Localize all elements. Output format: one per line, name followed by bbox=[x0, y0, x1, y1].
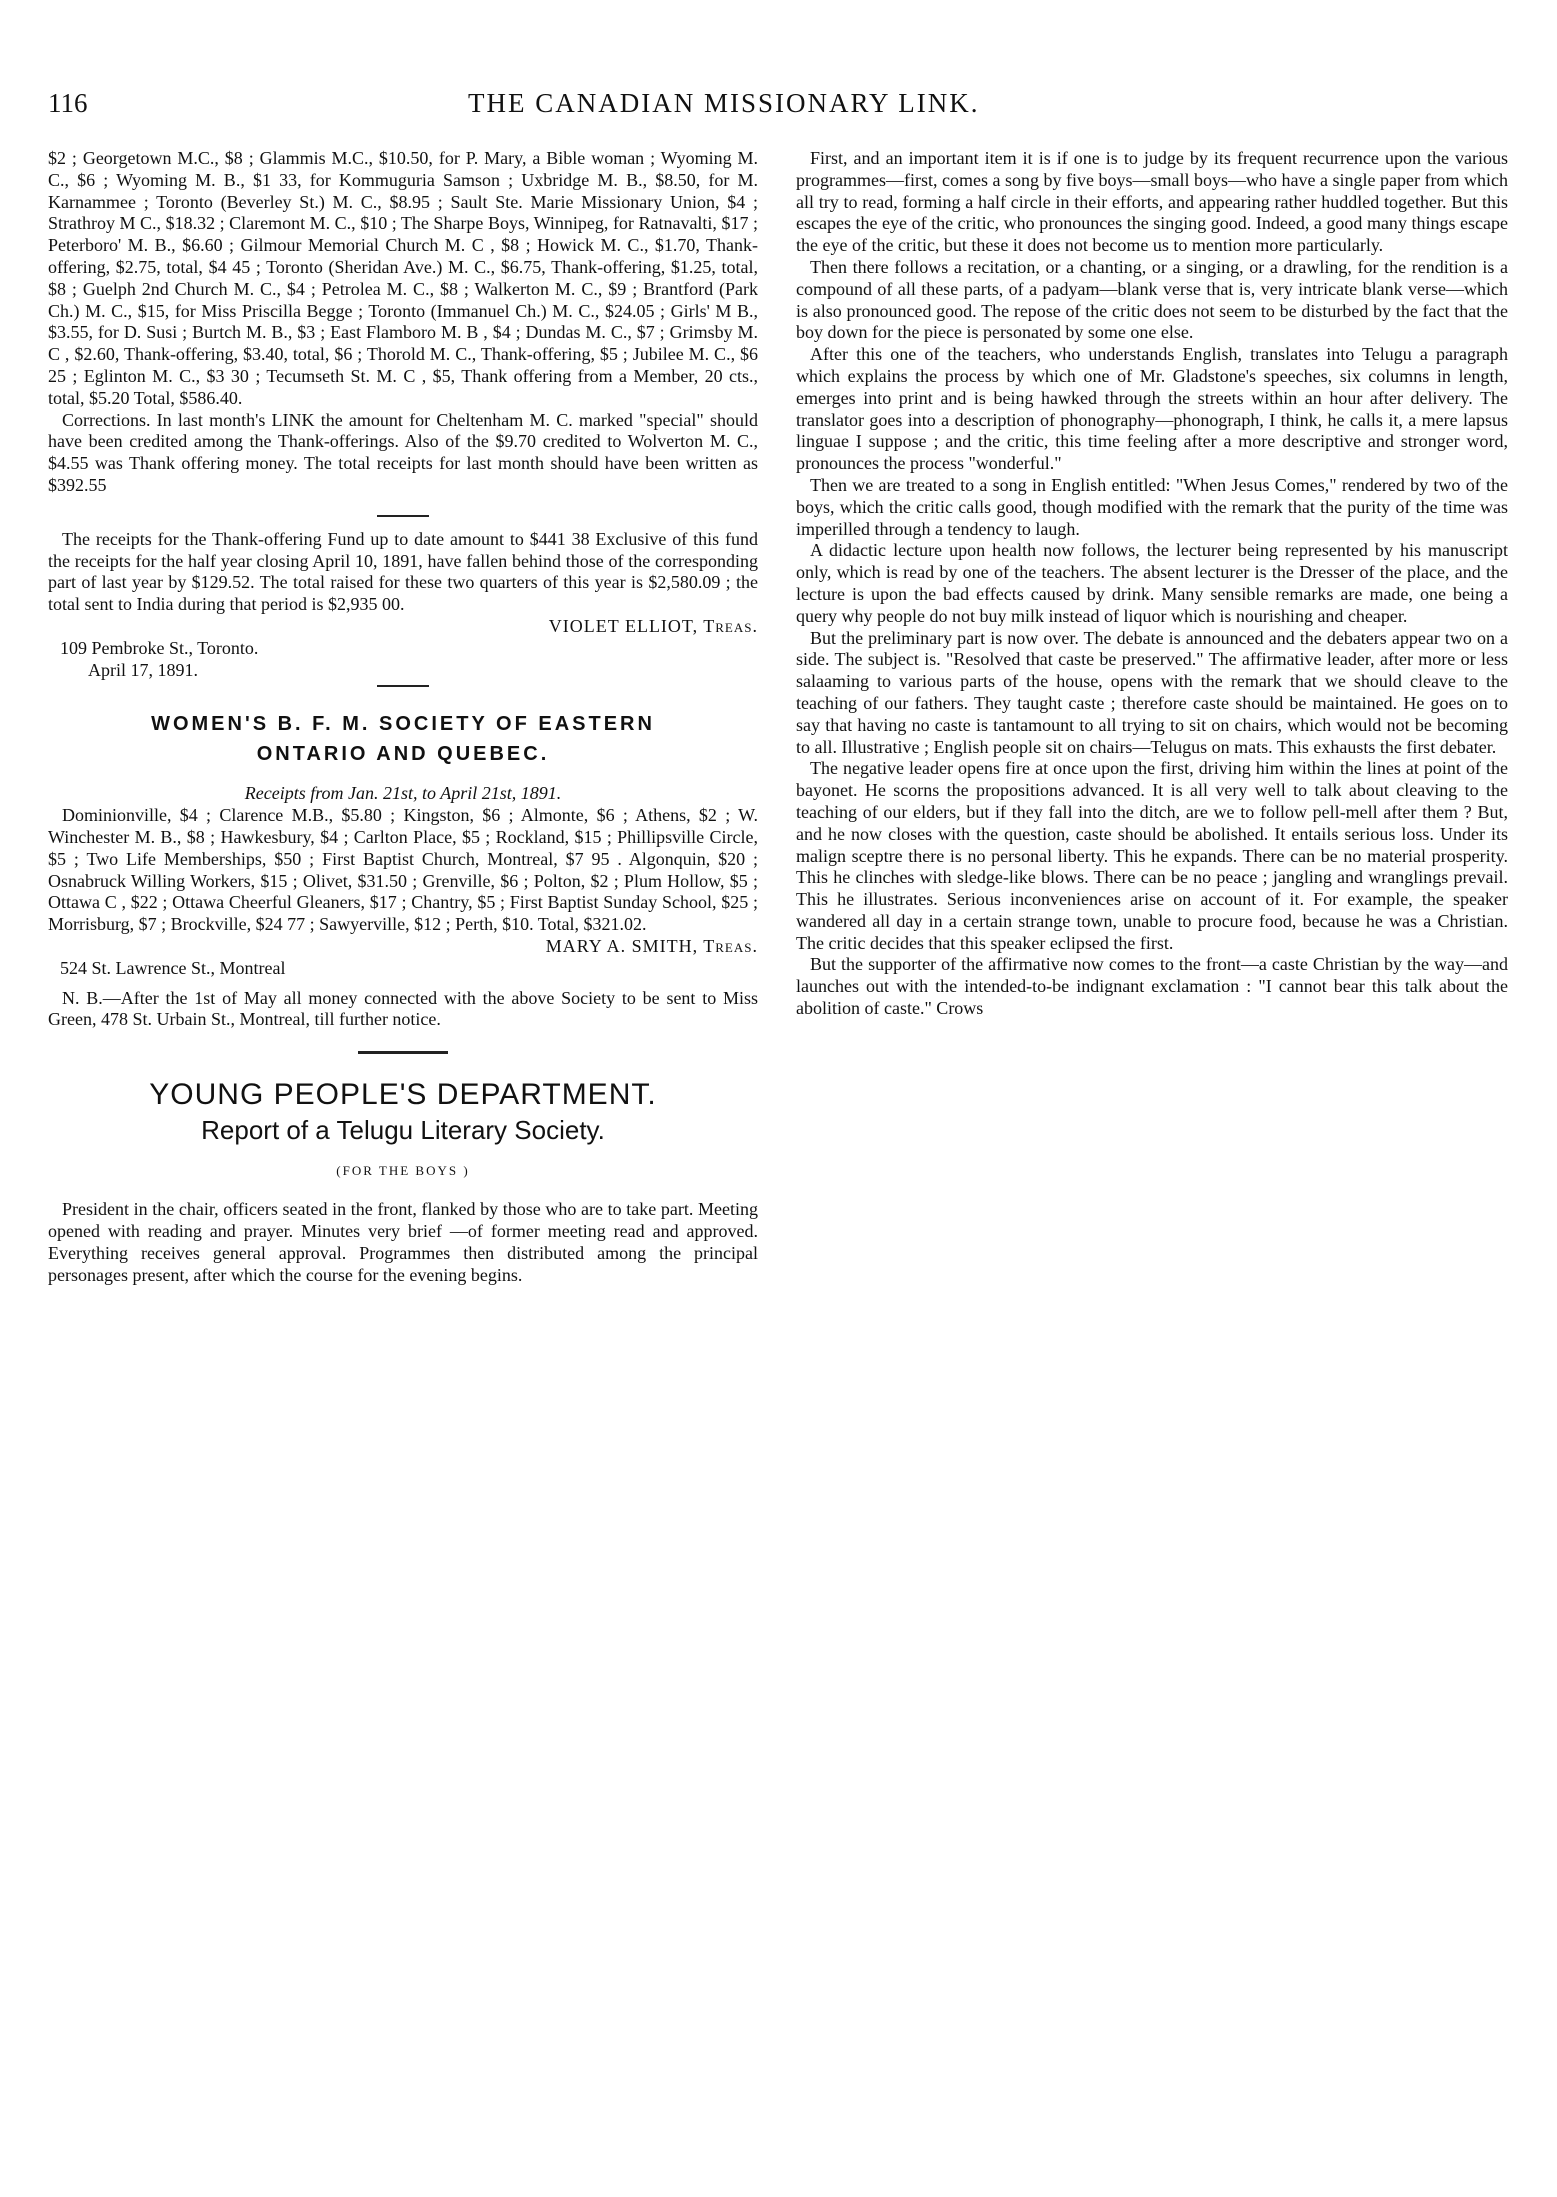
report-paragraph: First, and an important item it is if one is to judge by its frequent recurrence upon the various programmes—first, comes a song by five boys—small boys—who have a single paper from which all try to read, forming a half circle in their efforts, and appearing rather huddled together. But this escapes the eye of the critic, who pronounces the singing good. Indeed, a good many things escape the eye of the critic, but these it does not become us to mention more particularly. bbox=[796, 148, 1508, 256]
department-heading: YOUNG PEOPLE'S DEPARTMENT. bbox=[149, 1078, 657, 1112]
page-number: 116 bbox=[48, 88, 88, 118]
report-paragraph: The negative leader opens fire at once upon the first, driving him within the lines at point of the bayonet. He scorns the propositions advanced. It is all very well to talk about cleaving to the teaching of our elders, but if they fall into the ditch, are we to follow pell-mell after them ? But, and he now closes with the question, caste should be abolished. It entails serious loss. Under its malign sceptre there is no personal liberty. This he expands. There can be no material prosperity. This he clinches with sledge-like blows. There can be no peace ; jangling and wranglings prevail. This he illustrates. Serious inconveniences arise on account of it. For example, the speaker wandered all day in a certain strange town, unable to procure food, because he was a Christian. The critic decides that this speaker eclipsed the first. bbox=[796, 758, 1508, 953]
report-paragraph: After this one of the teachers, who understands English, translates into Telugu a paragraph which explains the process by which one of Mr. Gladstone's speeches, six columns in length, emerges into print and is being hawked through the streets within an hour after delivery. The translator goes into a description of phonography—phonograph, I think, he calls it, a mere lapsus linguae I suppose ; and the critic, this time feeling after a more descriptive and stronger word, pronounces the process "wonderful." bbox=[796, 344, 1508, 474]
receipts-list: $2 ; Georgetown M.C., $8 ; Glammis M.C., $10.50, for P. Mary, a Bible woman ; Wyoming M. C., $6 ; Wyoming M. B., $1 33, for Kommuguria Samson ; Uxbridge M. B., $8.50, for M. Karnammee ; Toronto (Beverley St.) M. C., $8.95 ; Sault Ste. Marie Missionary Union, $4 ; Strathroy M C., $18.32 ; Claremont M. C., $10 ; The Sharpe Boys, Winnipeg, for Ratnavalti, $17 ; Peterboro' M. B., $6.60 ; Gilmour Memorial Church M. C , $8 ; Howick M. C., $1.70, Thank-offering, $2.75, total, $4 45 ; Toronto (Sheridan Ave.) M. C., $6.75, Thank-offering, $1.25, total, $8 ; Guelph 2nd Church M. C., $4 ; Petrolea M. C., $8 ; Walkerton M. C., $9 ; Brantford (Park Ch.) M. C., $15, for Miss Priscilla Begge ; Toronto (Immanuel Ch.) M. C., $24.05 ; Girls' M B., $3.55, for D. Susi ; Burtch M. B., $3 ; East Flamboro M. B , $4 ; Dundas M. C., $7 ; Grimsby M. C , $2.60, Thank-offering, $3.40, total, $6 ; Thorold M. C., Thank-offering, $5 ; Jubilee M. C., $6 25 ; Eglinton M. C., $3 30 ; Tecumseth St. M. C , $5, Thank offering from a Member, 20 cts., total, $5.20 Total, $586.40. bbox=[48, 148, 758, 408]
running-title: THE CANADIAN MISSIONARY LINK. bbox=[468, 88, 980, 118]
page-header bbox=[48, 88, 1508, 128]
receipts-period: Receipts from Jan. 21st, to April 21st, 1891. bbox=[244, 783, 562, 804]
report-opening-paragraph: President in the chair, officers seated in the front, flanked by those who are to take part. Meeting opened with reading and prayer. Minutes very brief —of former meeting read and approved. Everything receives general approval. Programmes then distributed among the principal personages present, after which the course for the evening begins. bbox=[48, 1199, 758, 1285]
notice-paragraph: N. B.—After the 1st of May all money connected with the above Society to be sent to Miss Green, 478 St. Urbain St., Montreal, till further notice. bbox=[48, 987, 758, 1030]
treasurer-address: 524 St. Lawrence St., Montreal bbox=[60, 957, 286, 978]
society-heading-line: WOMEN'S B. F. M. SOCIETY OF EASTERN bbox=[151, 713, 655, 736]
treasurer-signature: MARY A. SMITH, Treas. bbox=[545, 935, 758, 956]
divider bbox=[377, 685, 429, 687]
report-paragraph: Then there follows a recitation, or a chanting, or a singing, or a drawling, for the rendition is a compound of all these parts, of a padyam—blank verse that is, very intricate blank verse—which is also pronounced good. The repose of the critic does not seem to be disturbed by the fact that the boy down for the piece is personated by some one else. bbox=[796, 256, 1508, 343]
treasurer-signature: VIOLET ELLIOT, Treas. bbox=[548, 615, 758, 636]
right-column bbox=[796, 148, 1508, 1020]
report-paragraph: A didactic lecture upon health now follows, the lecturer being represented by his manuscript only, which is read by one of the teachers. The absent lecturer is the Dresser of the place, and the lecture is upon the bad effects caused by drink. Many sensible remarks are made, one being a query why people do not buy milk instead of liquor which is nourishing and cheaper. bbox=[796, 540, 1508, 626]
treasurer-date: April 17, 1891. bbox=[88, 659, 198, 680]
thank-offering-paragraph: The receipts for the Thank-offering Fund up to date amount to $441 38 Exclusive of this fund the receipts for the half year closing April 10, 1891, have fallen behind those of the corresponding part of last year by $129.52. The total raised for these two quarters of this year is $2,580.09 ; the total sent to India during that period is $2,935 00. bbox=[48, 528, 758, 615]
eastern-receipts-list: Dominionville, $4 ; Clarence M.B., $5.80 ; Kingston, $6 ; Almonte, $6 ; Athens, $2 ; W. Winchester M. B., $8 ; Hawkesbury, $4 ; Carlton Place, $5 ; Rockland, $15 ; Phillipsville Circle, $5 ; Two Life Memberships, $50 ; First Baptist Church, Montreal, $7 95 . Algonquin, $20 ; Osnabruck Willing Workers, $15 ; Olivet, $31.50 ; Grenville, $6 ; Polton, $2 ; Plum Hollow, $5 ; Ottawa C , $22 ; Ottawa Cheerful Gleaners, $17 ; Chantry, $5 ; First Baptist Sunday School, $25 ; Morrisburg, $7 ; Brockville, $24 77 ; Sawyerville, $12 ; Perth, $10. Total, $321.02. bbox=[48, 805, 758, 935]
report-subheading: (FOR THE BOYS ) bbox=[336, 1162, 470, 1178]
report-heading: Report of a Telugu Literary Society. bbox=[201, 1114, 605, 1145]
divider bbox=[377, 515, 429, 517]
society-heading-line: ONTARIO AND QUEBEC. bbox=[256, 743, 550, 766]
report-paragraph: But the preliminary part is now over. The debate is announced and the debaters appear two on a side. The subject is. "Resolved that caste be preserved." The affirmative leader, after more or less salaaming to various parts of the house, opens with the remark that we should cleave to the teaching of our fathers. They taught caste ; therefore caste should be maintained. He goes on to say that having no caste is tantamount to all trying to sit on chairs, which would not be becoming to all. Illustrative ; English people sit on chairs—Telugus on mats. This exhausts the first debater. bbox=[796, 627, 1508, 757]
report-paragraph: Then we are treated to a song in English entitled: "When Jesus Comes," rendered by two of the boys, which the critic calls good, though modified with the remark that the purity of the time was imperilled through a tendency to laugh. bbox=[796, 474, 1508, 539]
decorative-divider bbox=[358, 1051, 448, 1054]
treasurer-address: 109 Pembroke St., Toronto. bbox=[60, 637, 259, 658]
left-column bbox=[48, 148, 758, 1287]
report-paragraph: But the supporter of the affirmative now comes to the front—a caste Christian by the way—and launches out with the intended-to-be indignant exclamation : "I cannot bear this talk about the abolition of caste." Crows bbox=[796, 954, 1508, 1019]
society-heading bbox=[48, 709, 758, 769]
corrections-paragraph: Corrections. In last month's LINK the amount for Cheltenham M. C. marked "special" should have been credited among the Thank-offerings. Also of the $9.70 credited to Wolverton M. C., $4.55 was Thank offering money. The total receipts for last month should have been written as $392.55 bbox=[48, 409, 758, 495]
